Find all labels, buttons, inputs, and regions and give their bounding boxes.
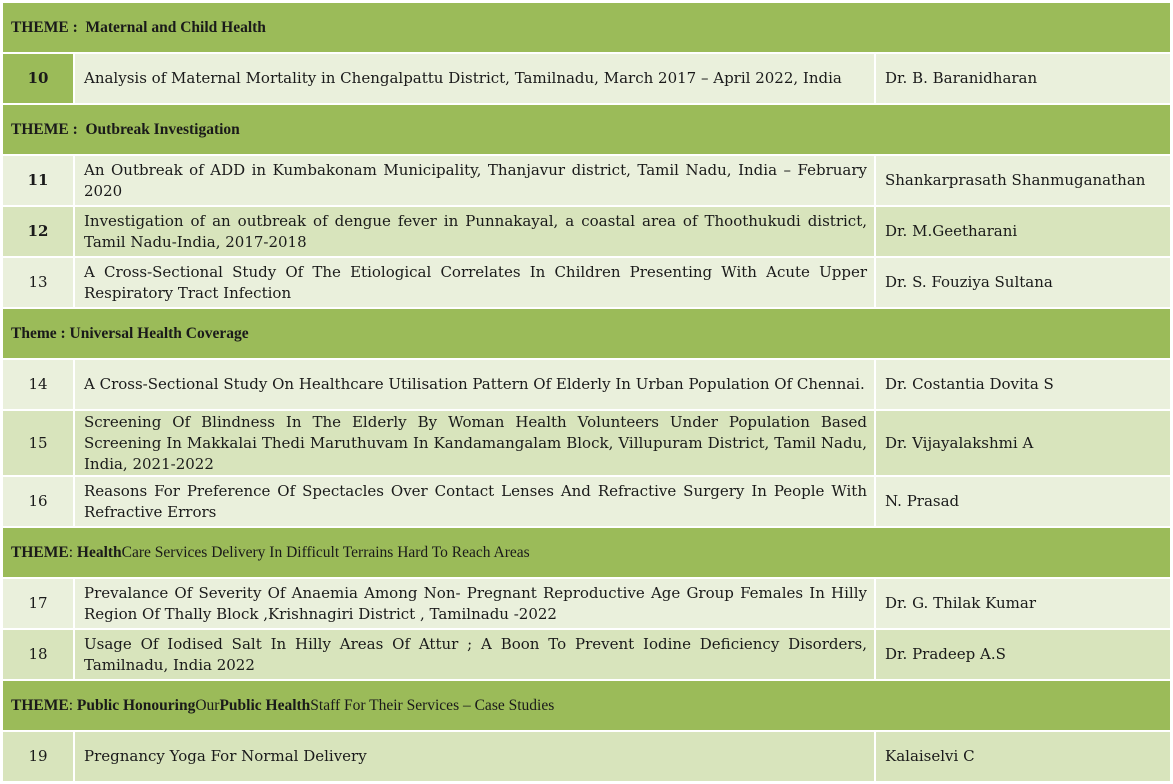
paper-title: An Outbreak of ADD in Kumbakonam Municipality, Thanjavur district, Tamil Nadu, India – February 2020	[75, 156, 874, 205]
table-row	[3, 411, 1170, 475]
author-name: Dr. M.Geetharani	[876, 207, 1170, 256]
theme-title: Public Honouring	[76, 696, 196, 714]
row-number: 16	[3, 477, 73, 526]
row-number: 14	[3, 360, 73, 409]
theme-header-outbreak	[3, 105, 1170, 154]
theme-title-mid: Our	[195, 696, 220, 714]
theme-title-rest: Staff For Their Services – Case Studies	[310, 696, 555, 714]
theme-label: THEME	[11, 543, 69, 561]
theme-label: THEME	[11, 696, 69, 714]
table-row	[3, 579, 1170, 628]
theme-table	[3, 3, 1170, 783]
paper-title: A Cross-Sectional Study Of The Etiological Correlates In Children Presenting With Acute Upper Respiratory Tract Infection	[75, 258, 874, 307]
theme-title: Maternal and Child Health	[85, 18, 266, 36]
table-row	[3, 630, 1170, 679]
theme-header-difficult-terrains	[3, 528, 1170, 577]
row-number: 12	[3, 207, 73, 256]
author-name: Dr. S. Fouziya Sultana	[876, 258, 1170, 307]
theme-separator: :	[68, 543, 74, 561]
theme-separator: :	[68, 696, 74, 714]
author-name: Kalaiselvi C	[876, 732, 1170, 781]
theme-title-bold-2: Public Health	[219, 696, 311, 714]
row-number: 18	[3, 630, 73, 679]
row-number: 13	[3, 258, 73, 307]
row-number: 19	[3, 732, 73, 781]
table-row	[3, 54, 1170, 103]
paper-title: Reasons For Preference Of Spectacles Over Contact Lenses And Refractive Surgery In People With Refractive Errors	[75, 477, 874, 526]
paper-title: Investigation of an outbreak of dengue fever in Punnakayal, a coastal area of Thoothukudi district, Tamil Nadu-India, 2017-2018	[75, 207, 874, 256]
paper-title: A Cross-Sectional Study On Healthcare Utilisation Pattern Of Elderly In Urban Population Of Chennai.	[75, 360, 874, 409]
paper-title: Prevalance Of Severity Of Anaemia Among Non- Pregnant Reproductive Age Group Females In Hilly Region Of Thally Block ,Krishnagiri District , Tamilnadu -2022	[75, 579, 874, 628]
author-name: Dr. Vijayalakshmi A	[876, 411, 1170, 475]
theme-label: THEME :	[11, 18, 78, 36]
author-name: Dr. Costantia Dovita S	[876, 360, 1170, 409]
theme-title: Outbreak Investigation	[85, 120, 240, 138]
theme-title: Universal Health Coverage	[69, 324, 249, 342]
author-name: Dr. B. Baranidharan	[876, 54, 1170, 103]
paper-title: Analysis of Maternal Mortality in Chengalpattu District, Tamilnadu, March 2017 – April 2022, India	[75, 54, 874, 103]
paper-title: Pregnancy Yoga For Normal Delivery	[75, 732, 874, 781]
author-name: Shankarprasath Shanmuganathan	[876, 156, 1170, 205]
table-row	[3, 156, 1170, 205]
row-number: 17	[3, 579, 73, 628]
theme-header-uhc	[3, 309, 1170, 358]
table-row	[3, 258, 1170, 307]
author-name: N. Prasad	[876, 477, 1170, 526]
author-name: Dr. G. Thilak Kumar	[876, 579, 1170, 628]
table-row	[3, 477, 1170, 526]
theme-label: Theme :	[11, 324, 66, 342]
theme-title-rest: Care Services Delivery In Difficult Terrains Hard To Reach Areas	[121, 543, 530, 561]
row-number: 15	[3, 411, 73, 475]
theme-label: THEME :	[11, 120, 78, 138]
table-row	[3, 360, 1170, 409]
table-row	[3, 732, 1170, 781]
row-number: 11	[3, 156, 73, 205]
table-row	[3, 207, 1170, 256]
paper-title: Screening Of Blindness In The Elderly By Woman Health Volunteers Under Population Based Screening In Makkalai Thedi Maruthuvam In Kandamangalam Block, Villupuram District, Tamil Nadu, India, 2021-2022	[75, 411, 874, 475]
paper-title: Usage Of Iodised Salt In Hilly Areas Of Attur ; A Boon To Prevent Iodine Deficiency Disorders, Tamilnadu, India 2022	[75, 630, 874, 679]
theme-header-maternal	[3, 3, 1170, 52]
theme-header-public-honouring	[3, 681, 1170, 730]
row-number: 10	[3, 54, 73, 103]
author-name: Dr. Pradeep A.S	[876, 630, 1170, 679]
theme-title: Health	[76, 543, 122, 561]
